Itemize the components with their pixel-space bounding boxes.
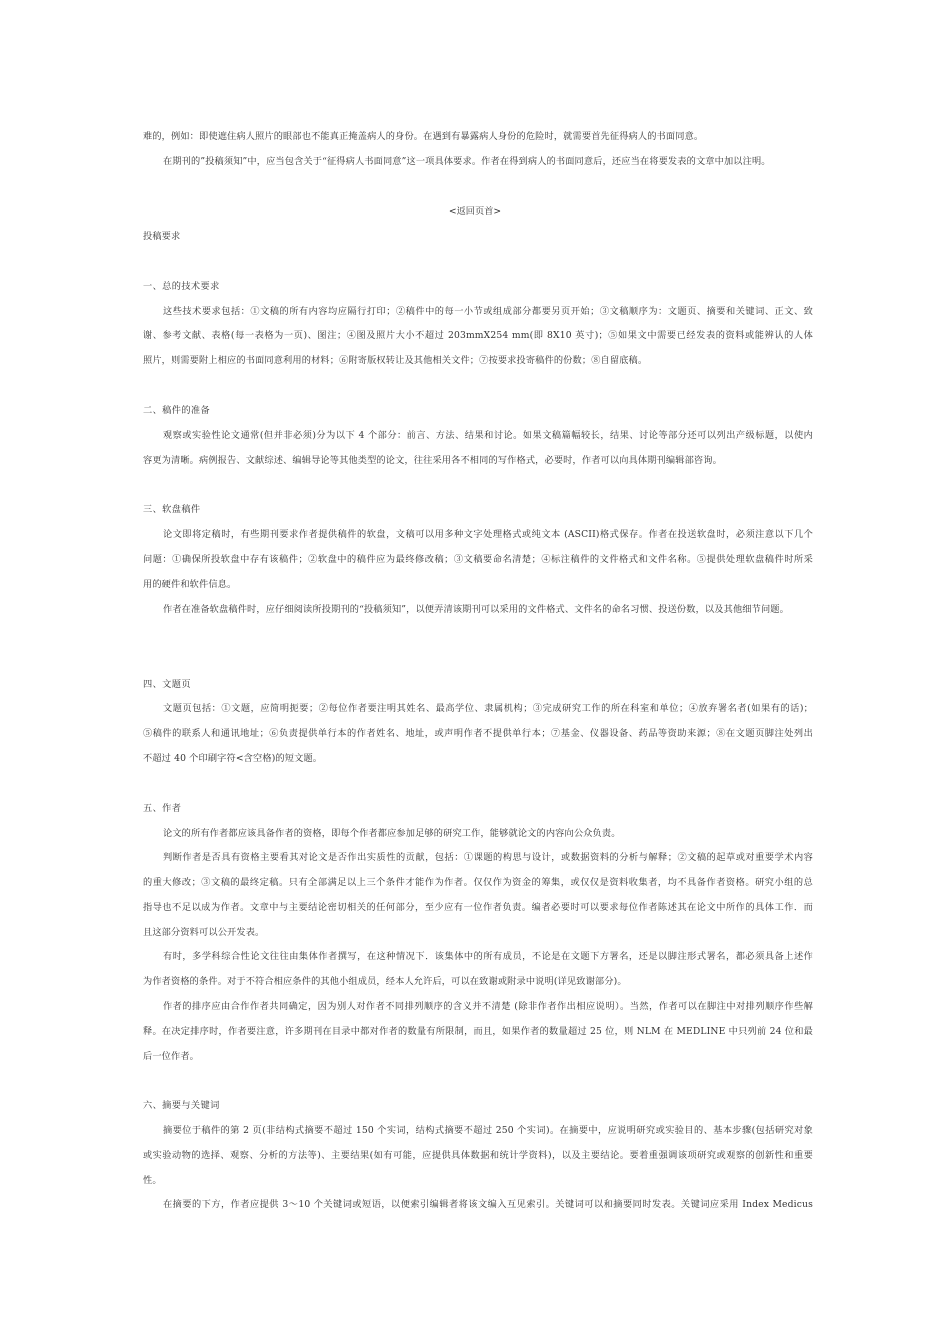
s5-line-8: 作者的排序应由合作作者共同确定，因为别人对作者不同排列顺序的含义并不清楚 (除非作者作出相应说明）。当然，作者可以在脚注中对排列顺序作些解 [163,1001,813,1012]
s5-line-9: 释。在决定排序时，作者要注意，许多期刊在目录中都对作者的数量有所限制，而且，如果作者的数量超过 25 位，则 NLM 在 MEDLINE 中只列前 24 位和最 [143,1026,813,1037]
s6-line-3: 性。 [143,1175,162,1186]
intro-paragraph-tail: 难的，例如：即使遮住病人照片的眼部也不能真正掩盖病人的身份。在遇到有暴露病人身份的危险时，就需要首先征得病人的书面同意。 [143,131,704,142]
section-heading-3: 三、软盘稿件 [143,504,201,515]
s4-line-1: 文题页包括：①文题，应简明扼要；②每位作者要注明其姓名、最高学位、隶属机构；③完成研究工作的所在科室和单位；④放弃署名者(如果有的话)； [163,703,813,714]
back-to-top-link[interactable]: <返回页首> [448,206,502,217]
s5-line-4: 指导也不足以成为作者。文章中与主要结论密切相关的任何部分，至少应有一位作者负责。编者必要时可以要求每位作者陈述其在论文中所作的具体工作．而 [143,902,813,913]
s2-line-1: 观察或实验性论文通常(但并非必须)分为以下 4 个部分：前言、方法、结果和讨论。如果文稿篇幅较长，结果、讨论等部分还可以列出产级标题，以使内 [163,430,813,441]
s3-line-4: 作者在准备软盘稿件时，应仔细阅读所投期刊的“投稿须知”，以便弄清该期刊可以采用的文件格式、文件名的命名习惯、投送份数，以及其他细节问题。 [163,604,789,615]
s4-line-3: 不超过 40 个印刷字符<含空格)的短文题。 [143,753,323,764]
s1-line-3: 照片，则需要附上相应的书面同意利用的材料；⑥附寄版权转让及其他相关文件；⑦按要求投寄稿件的份数；⑧自留底稿。 [143,355,648,366]
section-heading-6: 六、摘要与关键词 [143,1100,220,1111]
s6-line-2: 或实验动物的选择、观察、分析的方法等)、主要结果(如有可能，应提供具体数据和统计学资料)，以及主要结论。要着重强调该项研究或观察的创新性和重要 [143,1150,813,1161]
doc-title: 投稿要求 [143,231,181,242]
section-heading-1: 一、总的技术要求 [143,281,220,292]
intro-paragraph: 在期刊的”投稿须知”中，应当包含关于“征得病人书面同意”这一项具体要求。作者在得到病人的书面同意后，还应当在将要发表的文章中加以注明。 [163,156,771,167]
s6-line-1: 摘要位于稿件的第 2 页(非结构式摘要不超过 150 个实词，结构式摘要不超过 250 个实词)。在摘要中，应说明研究或实验目的、基本步骤(包括研究对象 [163,1125,813,1136]
s5-line-5: 且这部分资料可以公开发表。 [143,927,265,938]
s3-line-3: 用的硬件和软件信息。 [143,579,237,590]
s6-line-4: 在摘要的下方，作者应提供 3～10 个关键词或短语，以便索引编辑者将该文编入互见索引。关键词可以和摘要同时发表。关键词应采用 Index Medicus [163,1199,813,1210]
s5-line-3: 的重大修改；③文稿的最终定稿。只有全部满足以上三个条件才能作为作者。仅仅作为资金的筹集，或仅仅是资料收集者，均不具备作者资格。研究小组的总 [143,877,813,888]
s4-line-2: ⑤稿件的联系人和通讯地址；⑥负责提供单行本的作者姓名、地址，或声明作者不提供单行本；⑦基金、仪器设备、药品等资助来源；⑧在文题页脚注处列出 [143,728,813,739]
s1-line-2: 谢、参考文献、表格(每一表格为一页)、图注；④图及照片大小不超过 203mmX254 mm(即 8X10 英寸)；⑤如果文中需要已经发表的资料或能辨认的人体 [143,330,813,341]
s1-line-1: 这些技术要求包括：①文稿的所有内容均应隔行打印；②稿件中的每一小节或组成部分都要另页开始；③文稿顺序为：文题页、摘要和关键词、正文、致 [163,306,813,317]
s5-line-7: 为作者资格的条件。对于不符合相应条件的其他小组成员，经本人允许后，可以在致谢或附录中说明(详见致谢部分)。 [143,976,627,987]
s5-line-1: 论文的所有作者都应该具备作者的资格，即每个作者都应参加足够的研究工作，能够就论文的内容向公众负责。 [163,828,621,839]
s5-line-2: 判断作者是否具有资格主要看其对论文是否作出实质性的贡献，包括：①课题的构思与设计，或数据资料的分析与解释；②文稿的起草或对重要学术内容 [163,852,813,863]
s2-line-2: 容更为清晰。病例报告、文献综述、编辑导论等其他类型的论文，往往采用各不相同的写作格式，必要时，作者可以向具体期刊编辑部咨询。 [143,455,722,466]
section-heading-2: 二、稿件的准备 [143,405,211,416]
s3-line-1: 论文即将定稿时，有些期刊要求作者提供稿件的软盘，文稿可以用多种文字处理格式或纯文本 (ASCII)格式保存。作者在投送软盘时，必须注意以下几个 [163,529,813,540]
s3-line-2: 问题：①确保所投软盘中存有该稿件；②软盘中的稿件应为最终修改稿；③文稿要命名清楚；④标注稿件的文件格式和文件名称。⑤提供处理软盘稿件时所采 [143,554,813,565]
section-heading-5: 五、作者 [143,803,182,814]
s5-line-6: 有时，多学科综合性论文往往由集体作者撰写，在这种情况下．该集体中的所有成员，不论是在文题下方署名，还是以脚注形式署名，都必须具备上述作 [163,951,813,962]
s5-line-10: 后一位作者。 [143,1051,200,1062]
section-heading-4: 四、文题页 [143,679,191,690]
